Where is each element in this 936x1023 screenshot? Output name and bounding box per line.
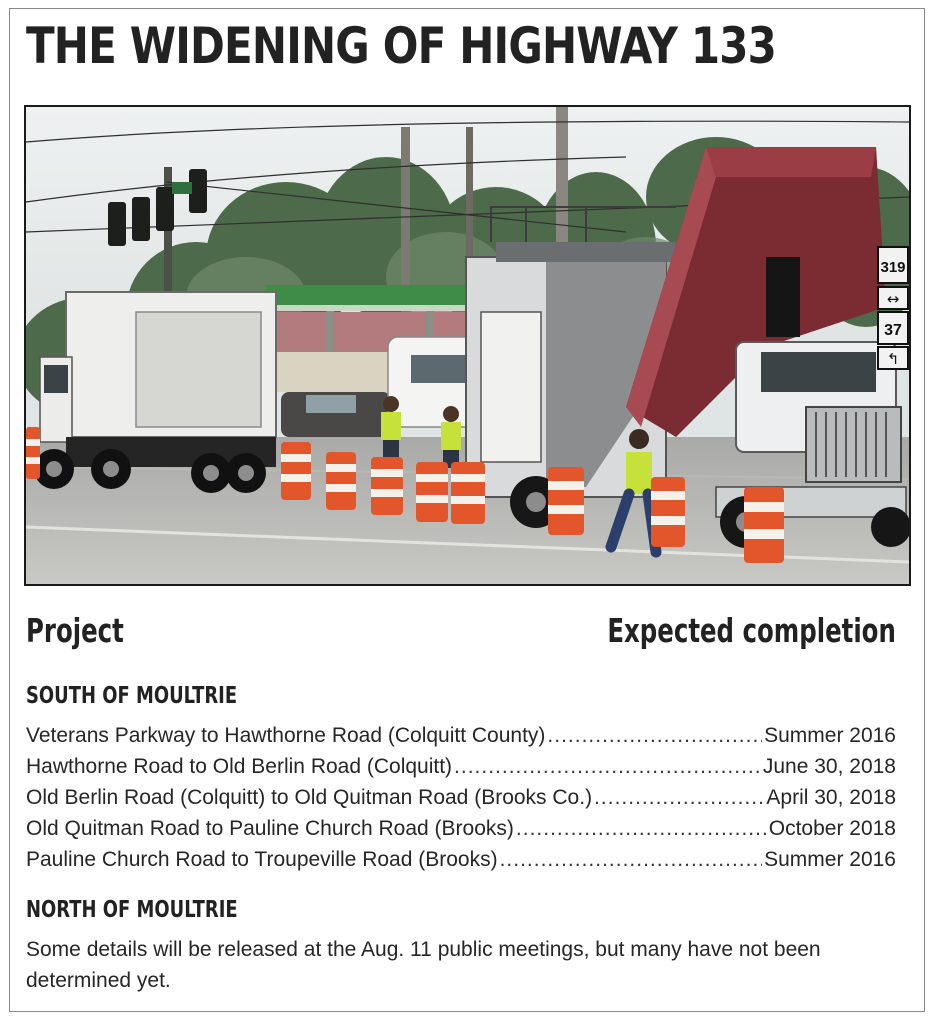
project-name: Hawthorne Road to Old Berlin Road (Colquitt): [26, 755, 453, 778]
project-row: [26, 813, 896, 844]
project-name: Veterans Parkway to Hawthorne Road (Colquitt County): [26, 724, 546, 747]
project-completion: Summer 2016: [764, 724, 896, 747]
project-row: [26, 751, 896, 782]
completion-column-header: Expected completion: [607, 611, 896, 650]
project-row: [26, 844, 896, 875]
leader-dots: [500, 844, 763, 875]
project-name: Old Quitman Road to Pauline Church Road (Brooks): [26, 817, 514, 840]
route-sign-turn: ↰: [886, 350, 900, 368]
project-row: [26, 782, 896, 813]
leader-dots: [516, 813, 767, 844]
leader-dots: [594, 782, 764, 813]
road-construction-photo: [24, 105, 911, 586]
leader-dots: [547, 720, 762, 751]
south-section-heading: SOUTH OF MOULTRIE: [26, 683, 238, 709]
route-sign-arrow: ↔: [886, 290, 900, 308]
north-section-heading: NORTH OF MOULTRIE: [26, 897, 238, 923]
project-completion: Summer 2016: [764, 848, 896, 871]
route-signs: [878, 247, 908, 369]
headline: THE WIDENING OF HIGHWAY 133: [26, 17, 777, 75]
route-sign-37: 37: [884, 322, 902, 339]
project-name: Pauline Church Road to Troupeville Road (Brooks): [26, 848, 498, 871]
north-note: Some details will be released at the Aug. 11 public meetings, but many have not been determined yet.: [26, 938, 821, 992]
project-column-header: Project: [26, 611, 124, 650]
leader-dots: [454, 751, 761, 782]
project-row: [26, 720, 896, 751]
project-completion: June 30, 2018: [762, 755, 896, 778]
route-sign-319: 319: [880, 259, 906, 276]
project-completion: October 2018: [768, 817, 896, 840]
project-name: Old Berlin Road (Colquitt) to Old Quitman Road (Brooks Co.): [26, 786, 593, 809]
project-completion: April 30, 2018: [766, 786, 896, 809]
south-project-list: [26, 720, 896, 875]
